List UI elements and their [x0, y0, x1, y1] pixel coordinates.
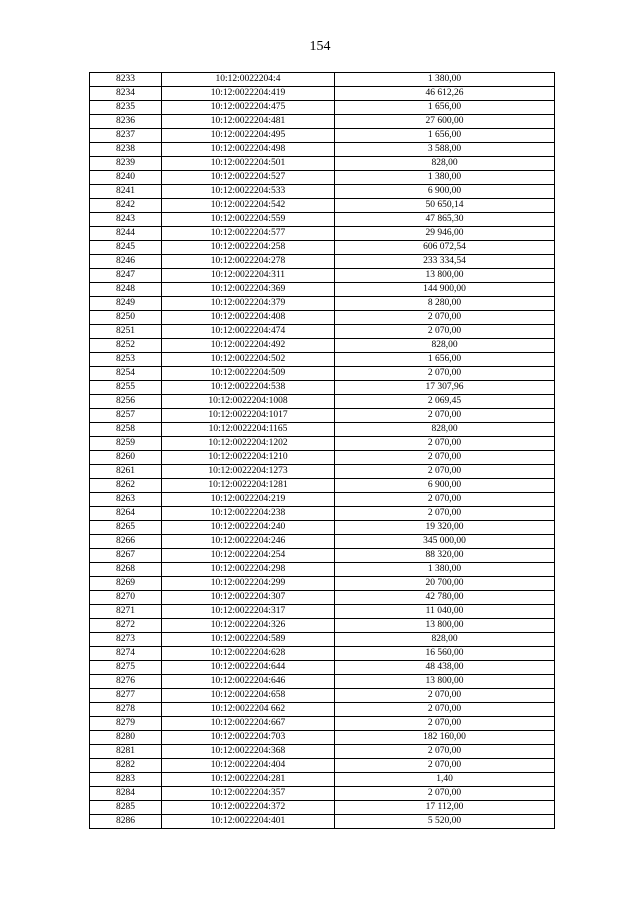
cadastral-number-cell: 10:12:0022204:502: [162, 353, 335, 367]
row-number-cell: 8243: [90, 213, 162, 227]
amount-cell: 6 900,00: [335, 479, 555, 493]
amount-cell: 6 900,00: [335, 185, 555, 199]
table-row: [90, 241, 555, 255]
amount-cell: 5 520,00: [335, 815, 555, 829]
cadastral-number-cell: 10:12:0022204:1210: [162, 451, 335, 465]
cadastral-number-cell: 10:12:0022204:1165: [162, 423, 335, 437]
table-row: [90, 815, 555, 829]
cadastral-number-cell: 10:12:0022204:307: [162, 591, 335, 605]
registry-table-body: [90, 73, 555, 829]
amount-cell: 233 334,54: [335, 255, 555, 269]
cadastral-number-cell: 10:12:0022204:495: [162, 129, 335, 143]
row-number-cell: 8241: [90, 185, 162, 199]
row-number-cell: 8286: [90, 815, 162, 829]
row-number-cell: 8276: [90, 675, 162, 689]
table-row: [90, 801, 555, 815]
cadastral-number-cell: 10:12:0022204:238: [162, 507, 335, 521]
table-row: [90, 731, 555, 745]
amount-cell: 27 600,00: [335, 115, 555, 129]
table-row: [90, 157, 555, 171]
cadastral-number-cell: 10:12:0022204:646: [162, 675, 335, 689]
table-row: [90, 661, 555, 675]
cadastral-number-cell: 10:12:0022204:357: [162, 787, 335, 801]
cadastral-number-cell: 10:12:0022204:379: [162, 297, 335, 311]
amount-cell: 2 070,00: [335, 717, 555, 731]
row-number-cell: 8260: [90, 451, 162, 465]
amount-cell: 50 650,14: [335, 199, 555, 213]
cadastral-number-cell: 10:12:0022204:408: [162, 311, 335, 325]
cadastral-number-cell: 10:12:0022204:628: [162, 647, 335, 661]
row-number-cell: 8280: [90, 731, 162, 745]
amount-cell: 2 070,00: [335, 787, 555, 801]
amount-cell: 20 700,00: [335, 577, 555, 591]
amount-cell: 3 588,00: [335, 143, 555, 157]
amount-cell: 2 070,00: [335, 409, 555, 423]
table-row: [90, 605, 555, 619]
amount-cell: 17 112,00: [335, 801, 555, 815]
row-number-cell: 8261: [90, 465, 162, 479]
cadastral-number-cell: 10:12:0022204:509: [162, 367, 335, 381]
amount-cell: 345 000,00: [335, 535, 555, 549]
row-number-cell: 8273: [90, 633, 162, 647]
amount-cell: 2 069,45: [335, 395, 555, 409]
cadastral-number-cell: 10:12:0022204:299: [162, 577, 335, 591]
row-number-cell: 8265: [90, 521, 162, 535]
amount-cell: 1 656,00: [335, 101, 555, 115]
cadastral-number-cell: 10:12:0022204:419: [162, 87, 335, 101]
row-number-cell: 8285: [90, 801, 162, 815]
row-number-cell: 8259: [90, 437, 162, 451]
cadastral-number-cell: 10:12:0022204:577: [162, 227, 335, 241]
cadastral-number-cell: 10:12:0022204:533: [162, 185, 335, 199]
table-row: [90, 773, 555, 787]
table-row: [90, 787, 555, 801]
table-row: [90, 199, 555, 213]
cadastral-number-cell: 10:12:0022204:254: [162, 549, 335, 563]
amount-cell: 828,00: [335, 339, 555, 353]
cadastral-number-cell: 10:12:0022204:404: [162, 759, 335, 773]
amount-cell: 1 380,00: [335, 73, 555, 87]
table-row: [90, 507, 555, 521]
amount-cell: 182 160,00: [335, 731, 555, 745]
row-number-cell: 8281: [90, 745, 162, 759]
row-number-cell: 8274: [90, 647, 162, 661]
cadastral-number-cell: 10:12:0022204:475: [162, 101, 335, 115]
amount-cell: 13 800,00: [335, 269, 555, 283]
table-row: [90, 395, 555, 409]
table-row: [90, 591, 555, 605]
row-number-cell: 8256: [90, 395, 162, 409]
table-row: [90, 563, 555, 577]
row-number-cell: 8252: [90, 339, 162, 353]
cadastral-number-cell: 10:12:0022204:1008: [162, 395, 335, 409]
amount-cell: 2 070,00: [335, 507, 555, 521]
row-number-cell: 8234: [90, 87, 162, 101]
amount-cell: 13 800,00: [335, 675, 555, 689]
cadastral-number-cell: 10:12:0022204:527: [162, 171, 335, 185]
table-row: [90, 717, 555, 731]
table-row: [90, 213, 555, 227]
cadastral-number-cell: 10:12:0022204:368: [162, 745, 335, 759]
table-row: [90, 409, 555, 423]
amount-cell: 2 070,00: [335, 689, 555, 703]
row-number-cell: 8237: [90, 129, 162, 143]
cadastral-number-cell: 10:12:0022204:372: [162, 801, 335, 815]
cadastral-number-cell: 10:12:0022204 662: [162, 703, 335, 717]
table-row: [90, 549, 555, 563]
amount-cell: 2 070,00: [335, 367, 555, 381]
table-row: [90, 423, 555, 437]
amount-cell: 1 656,00: [335, 129, 555, 143]
amount-cell: 8 280,00: [335, 297, 555, 311]
table-row: [90, 633, 555, 647]
cadastral-number-cell: 10:12:0022204:311: [162, 269, 335, 283]
cadastral-number-cell: 10:12:0022204:542: [162, 199, 335, 213]
row-number-cell: 8246: [90, 255, 162, 269]
table-row: [90, 115, 555, 129]
cadastral-number-cell: 10:12:0022204:492: [162, 339, 335, 353]
registry-table: [89, 72, 555, 829]
cadastral-number-cell: 10:12:0022204:703: [162, 731, 335, 745]
cadastral-number-cell: 10:12:0022204:667: [162, 717, 335, 731]
row-number-cell: 8257: [90, 409, 162, 423]
row-number-cell: 8253: [90, 353, 162, 367]
cadastral-number-cell: 10:12:0022204:538: [162, 381, 335, 395]
row-number-cell: 8250: [90, 311, 162, 325]
table-row: [90, 269, 555, 283]
row-number-cell: 8269: [90, 577, 162, 591]
amount-cell: 2 070,00: [335, 311, 555, 325]
row-number-cell: 8236: [90, 115, 162, 129]
table-row: [90, 171, 555, 185]
table-row: [90, 479, 555, 493]
amount-cell: 828,00: [335, 633, 555, 647]
table-row: [90, 675, 555, 689]
amount-cell: 42 780,00: [335, 591, 555, 605]
table-row: [90, 255, 555, 269]
table-row: [90, 227, 555, 241]
row-number-cell: 8245: [90, 241, 162, 255]
amount-cell: 2 070,00: [335, 451, 555, 465]
row-number-cell: 8254: [90, 367, 162, 381]
cadastral-number-cell: 10:12:0022204:369: [162, 283, 335, 297]
amount-cell: 606 072,54: [335, 241, 555, 255]
row-number-cell: 8248: [90, 283, 162, 297]
table-row: [90, 521, 555, 535]
table-row: [90, 437, 555, 451]
table-row: [90, 493, 555, 507]
cadastral-number-cell: 10:12:0022204:1017: [162, 409, 335, 423]
amount-cell: 1 656,00: [335, 353, 555, 367]
table-row: [90, 703, 555, 717]
amount-cell: 19 320,00: [335, 521, 555, 535]
amount-cell: 2 070,00: [335, 703, 555, 717]
cadastral-number-cell: 10:12:0022204:1281: [162, 479, 335, 493]
cadastral-number-cell: 10:12:0022204:281: [162, 773, 335, 787]
table-row: [90, 185, 555, 199]
cadastral-number-cell: 10:12:0022204:501: [162, 157, 335, 171]
table-row: [90, 283, 555, 297]
amount-cell: 2 070,00: [335, 745, 555, 759]
cadastral-number-cell: 10:12:0022204:559: [162, 213, 335, 227]
amount-cell: 2 070,00: [335, 759, 555, 773]
row-number-cell: 8267: [90, 549, 162, 563]
amount-cell: 1,40: [335, 773, 555, 787]
row-number-cell: 8247: [90, 269, 162, 283]
table-row: [90, 353, 555, 367]
cadastral-number-cell: 10:12:0022204:474: [162, 325, 335, 339]
row-number-cell: 8251: [90, 325, 162, 339]
row-number-cell: 8278: [90, 703, 162, 717]
amount-cell: 47 865,30: [335, 213, 555, 227]
table-row: [90, 311, 555, 325]
row-number-cell: 8239: [90, 157, 162, 171]
cadastral-number-cell: 10:12:0022204:326: [162, 619, 335, 633]
amount-cell: 17 307,96: [335, 381, 555, 395]
cadastral-number-cell: 10:12:0022204:1273: [162, 465, 335, 479]
table-row: [90, 325, 555, 339]
row-number-cell: 8268: [90, 563, 162, 577]
table-row: [90, 465, 555, 479]
amount-cell: 16 560,00: [335, 647, 555, 661]
page-number: 154: [309, 39, 331, 54]
table-row: [90, 577, 555, 591]
row-number-cell: 8255: [90, 381, 162, 395]
table-row: [90, 367, 555, 381]
table-row: [90, 647, 555, 661]
row-number-cell: 8262: [90, 479, 162, 493]
table-row: [90, 619, 555, 633]
table-row: [90, 451, 555, 465]
amount-cell: 144 900,00: [335, 283, 555, 297]
cadastral-number-cell: 10:12:0022204:401: [162, 815, 335, 829]
row-number-cell: 8284: [90, 787, 162, 801]
table-row: [90, 129, 555, 143]
amount-cell: 88 320,00: [335, 549, 555, 563]
amount-cell: 828,00: [335, 157, 555, 171]
row-number-cell: 8242: [90, 199, 162, 213]
row-number-cell: 8233: [90, 73, 162, 87]
table-row: [90, 73, 555, 87]
cadastral-number-cell: 10:12:0022204:498: [162, 143, 335, 157]
row-number-cell: 8258: [90, 423, 162, 437]
table-row: [90, 381, 555, 395]
row-number-cell: 8271: [90, 605, 162, 619]
cadastral-number-cell: 10:12:0022204:258: [162, 241, 335, 255]
cadastral-number-cell: 10:12:0022204:278: [162, 255, 335, 269]
table-row: [90, 101, 555, 115]
table-row: [90, 759, 555, 773]
amount-cell: 48 438,00: [335, 661, 555, 675]
amount-cell: 1 380,00: [335, 563, 555, 577]
cadastral-number-cell: 10:12:0022204:481: [162, 115, 335, 129]
row-number-cell: 8277: [90, 689, 162, 703]
table-row: [90, 297, 555, 311]
cadastral-number-cell: 10:12:0022204:298: [162, 563, 335, 577]
cadastral-number-cell: 10:12:0022204:1202: [162, 437, 335, 451]
row-number-cell: 8264: [90, 507, 162, 521]
table-row: [90, 689, 555, 703]
cadastral-number-cell: 10:12:0022204:240: [162, 521, 335, 535]
cadastral-number-cell: 10:12:0022204:219: [162, 493, 335, 507]
row-number-cell: 8272: [90, 619, 162, 633]
row-number-cell: 8266: [90, 535, 162, 549]
cadastral-number-cell: 10:12:0022204:644: [162, 661, 335, 675]
amount-cell: 2 070,00: [335, 493, 555, 507]
amount-cell: 11 040,00: [335, 605, 555, 619]
amount-cell: 2 070,00: [335, 325, 555, 339]
row-number-cell: 8263: [90, 493, 162, 507]
cadastral-number-cell: 10:12:0022204:4: [162, 73, 335, 87]
table-row: [90, 535, 555, 549]
table-row: [90, 339, 555, 353]
row-number-cell: 8275: [90, 661, 162, 675]
cadastral-number-cell: 10:12:0022204:658: [162, 689, 335, 703]
cadastral-number-cell: 10:12:0022204:317: [162, 605, 335, 619]
row-number-cell: 8240: [90, 171, 162, 185]
row-number-cell: 8270: [90, 591, 162, 605]
row-number-cell: 8238: [90, 143, 162, 157]
row-number-cell: 8279: [90, 717, 162, 731]
cadastral-number-cell: 10:12:0022204:246: [162, 535, 335, 549]
row-number-cell: 8249: [90, 297, 162, 311]
table-row: [90, 745, 555, 759]
table-row: [90, 143, 555, 157]
amount-cell: 2 070,00: [335, 437, 555, 451]
amount-cell: 1 380,00: [335, 171, 555, 185]
cadastral-number-cell: 10:12:0022204:589: [162, 633, 335, 647]
amount-cell: 13 800,00: [335, 619, 555, 633]
amount-cell: 46 612,26: [335, 87, 555, 101]
amount-cell: 29 946,00: [335, 227, 555, 241]
row-number-cell: 8283: [90, 773, 162, 787]
amount-cell: 828,00: [335, 423, 555, 437]
row-number-cell: 8235: [90, 101, 162, 115]
row-number-cell: 8282: [90, 759, 162, 773]
amount-cell: 2 070,00: [335, 465, 555, 479]
row-number-cell: 8244: [90, 227, 162, 241]
table-row: [90, 87, 555, 101]
